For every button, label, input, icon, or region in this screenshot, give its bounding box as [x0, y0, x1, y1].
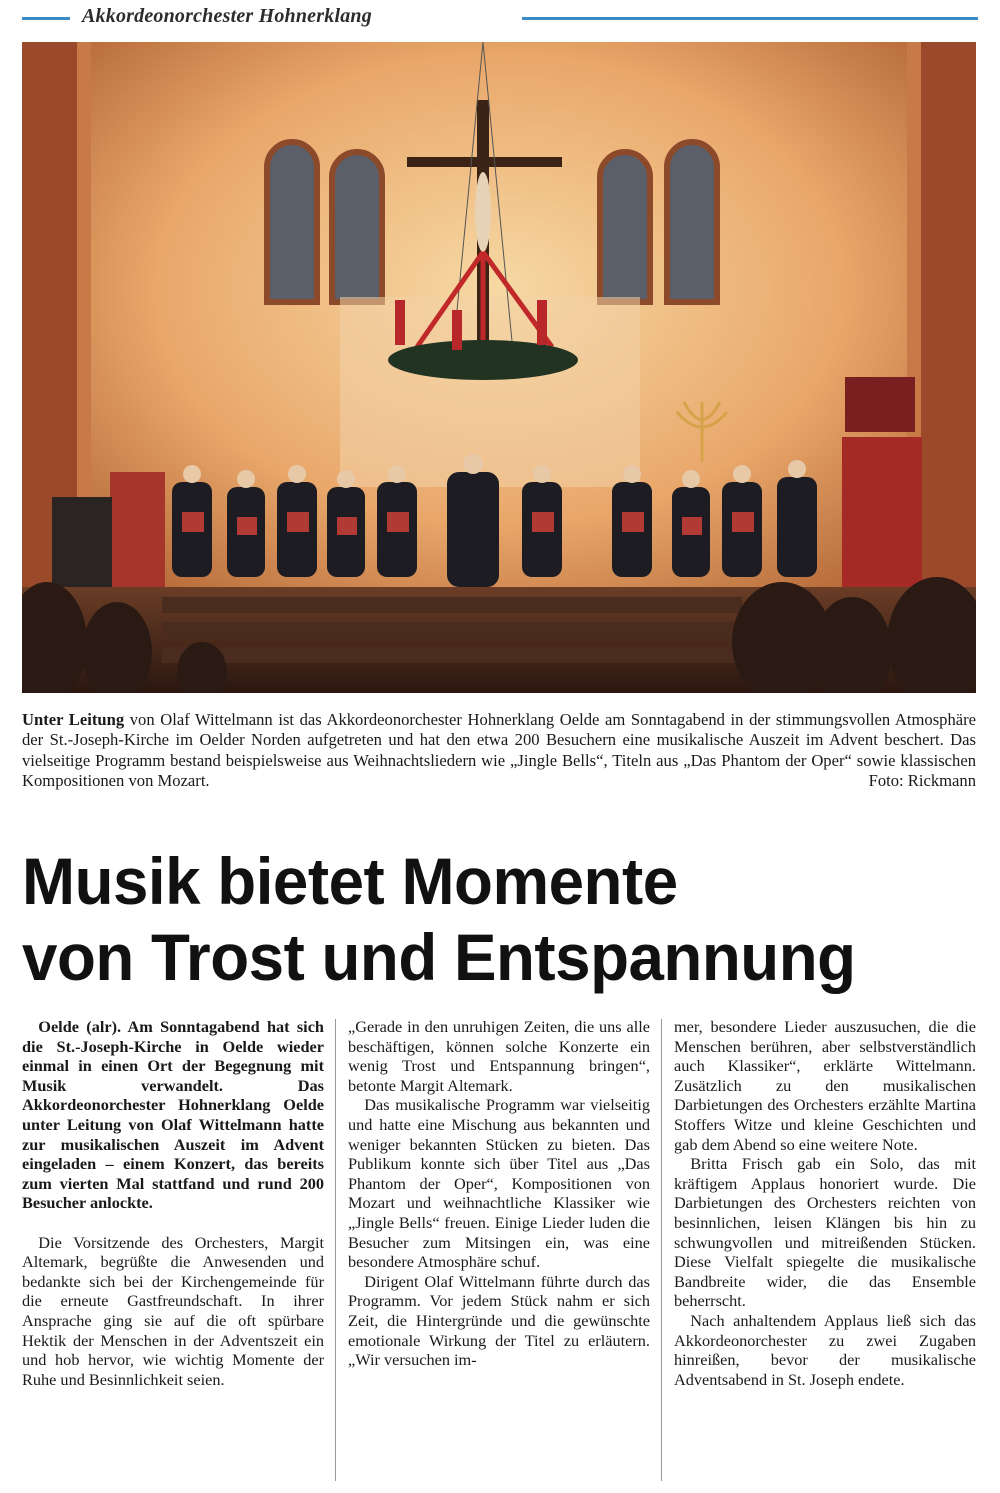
section-kicker: Akkordeonorchester Hohnerklang: [82, 5, 372, 27]
caption-text: von Olaf Wittelmann ist das Akkordeonorchester Hohnerklang Oelde am Sonntagabend in der stimmungsvollen Atmosphäre der St.-Joseph-Kirche im Oelder Norden aufgetreten und hat den etwa 200 Besuchern eine musikalische Auszeit im Advent beschert. Das vielseitige Programm bestand beispielsweise aus Weihnachtsliedern wie „Jingle Bells“, Titeln aus „Das Phantom der Oper“ sowie klassischen Kompositionen von Mozart.: [22, 710, 977, 790]
headline-line-1: Musik bietet Momente: [22, 844, 678, 918]
header-rule-right: [522, 17, 978, 20]
column-divider: [661, 1019, 662, 1481]
article-paragraph-2: „Gerade in den unruhigen Zeiten, die uns alle beschäftigen, können solche Konzerte ein wenig Trost und Entspannung bringen“, betonte Margit Altemark.: [348, 1017, 650, 1095]
article-paragraph-1: Die Vorsitzende des Orchesters, Margit Altemark, begrüßte die Anwesenden und bedankte sich bei der Kirchengemeinde für die erneute Gastfreundschaft. In ihrer Ansprache ging sie auf die oft spürbare Hektik der Menschen in der Adventszeit ein und hob hervor, wie wichtig Momente der Ruhe und Besinnlichkeit seien.: [22, 1232, 324, 1389]
photo-caption: [22, 710, 976, 791]
article-paragraph-6: Nach anhaltendem Applaus ließ sich das Akkordeonorchester zu zwei Zugaben hinreißen, bevor der musikalische Adventsabend in St. Joseph endete.: [674, 1310, 976, 1389]
section-header: [22, 6, 978, 30]
concert-photo: [22, 42, 976, 693]
article-column-2: [348, 1017, 650, 1370]
article-column-1: [22, 1017, 324, 1389]
article-paragraph-3: Das musikalische Programm war vielseitig und hatte eine Mischung aus bekannten und weniger bekannten Stücken zu bieten. Das Publikum konnte sich über Titel aus „Das Phantom der Oper“, Kompositionen von Mozart und weihnachtliche Klassiker wie „Jingle Bells“ freuen. Einige Lieder luden die Besucher zum Mitsingen ein, was eine besondere Atmosphäre schuf.: [348, 1095, 650, 1272]
article-lead: Oelde (alr). Am Sonntagabend hat sich die St.-Joseph-Kirche in Oelde wieder einmal in einen Ort der Begegnung mit Musik verwandelt. Das Akkordeonorchester Hohnerklang Oelde unter Leitung von Olaf Wittelmann hatte zur musikalischen Auszeit im Advent eingeladen – einem Konzert, das bereits zum vierten Mal stattfand und rund 200 Besucher anlockte.: [22, 1017, 324, 1213]
article-headline: [22, 843, 948, 995]
headline-line-2: von Trost und Entspannung: [22, 920, 856, 994]
caption-lead: Unter Leitung: [22, 710, 125, 729]
header-rule-left: [22, 17, 70, 20]
article-column-3: [674, 1017, 976, 1389]
article-paragraph-4-continued: mer, besondere Lieder auszusuchen, die die Menschen berühren, aber selbstverständlich auch Klassiker“, erklärte Wittelmann. Zusätzlich zu den musikalischen Darbietungen des Orchesters erzählte Martina Stoffers Witze und kleine Geschichten und gab dem Abend so eine weitere Note.: [674, 1017, 976, 1154]
church-concert-photo: [22, 42, 976, 693]
article-paragraph-5: Britta Frisch gab ein Solo, das mit kräftigem Applaus honoriert wurde. Die Darbietungen des Orchesters reichten von besinnlichen, leisen Klängen bis hin zu schwungvollen und mitreißenden Stücken. Diese Vielfalt spiegelte die musikalische Bandbreite wider, die das Ensemble beherrscht.: [674, 1154, 976, 1311]
photo-credit: Foto: Rickmann: [868, 770, 976, 790]
article-body: [22, 1017, 978, 1487]
column-divider: [335, 1019, 336, 1481]
article-paragraph-4: Dirigent Olaf Wittelmann führte durch das Programm. Vor jedem Stück nahm er sich Zeit, die Hintergründe und die gewünschte emotionale Wirkung der Titel zu erläutern. „Wir versuchen im-: [348, 1271, 650, 1370]
